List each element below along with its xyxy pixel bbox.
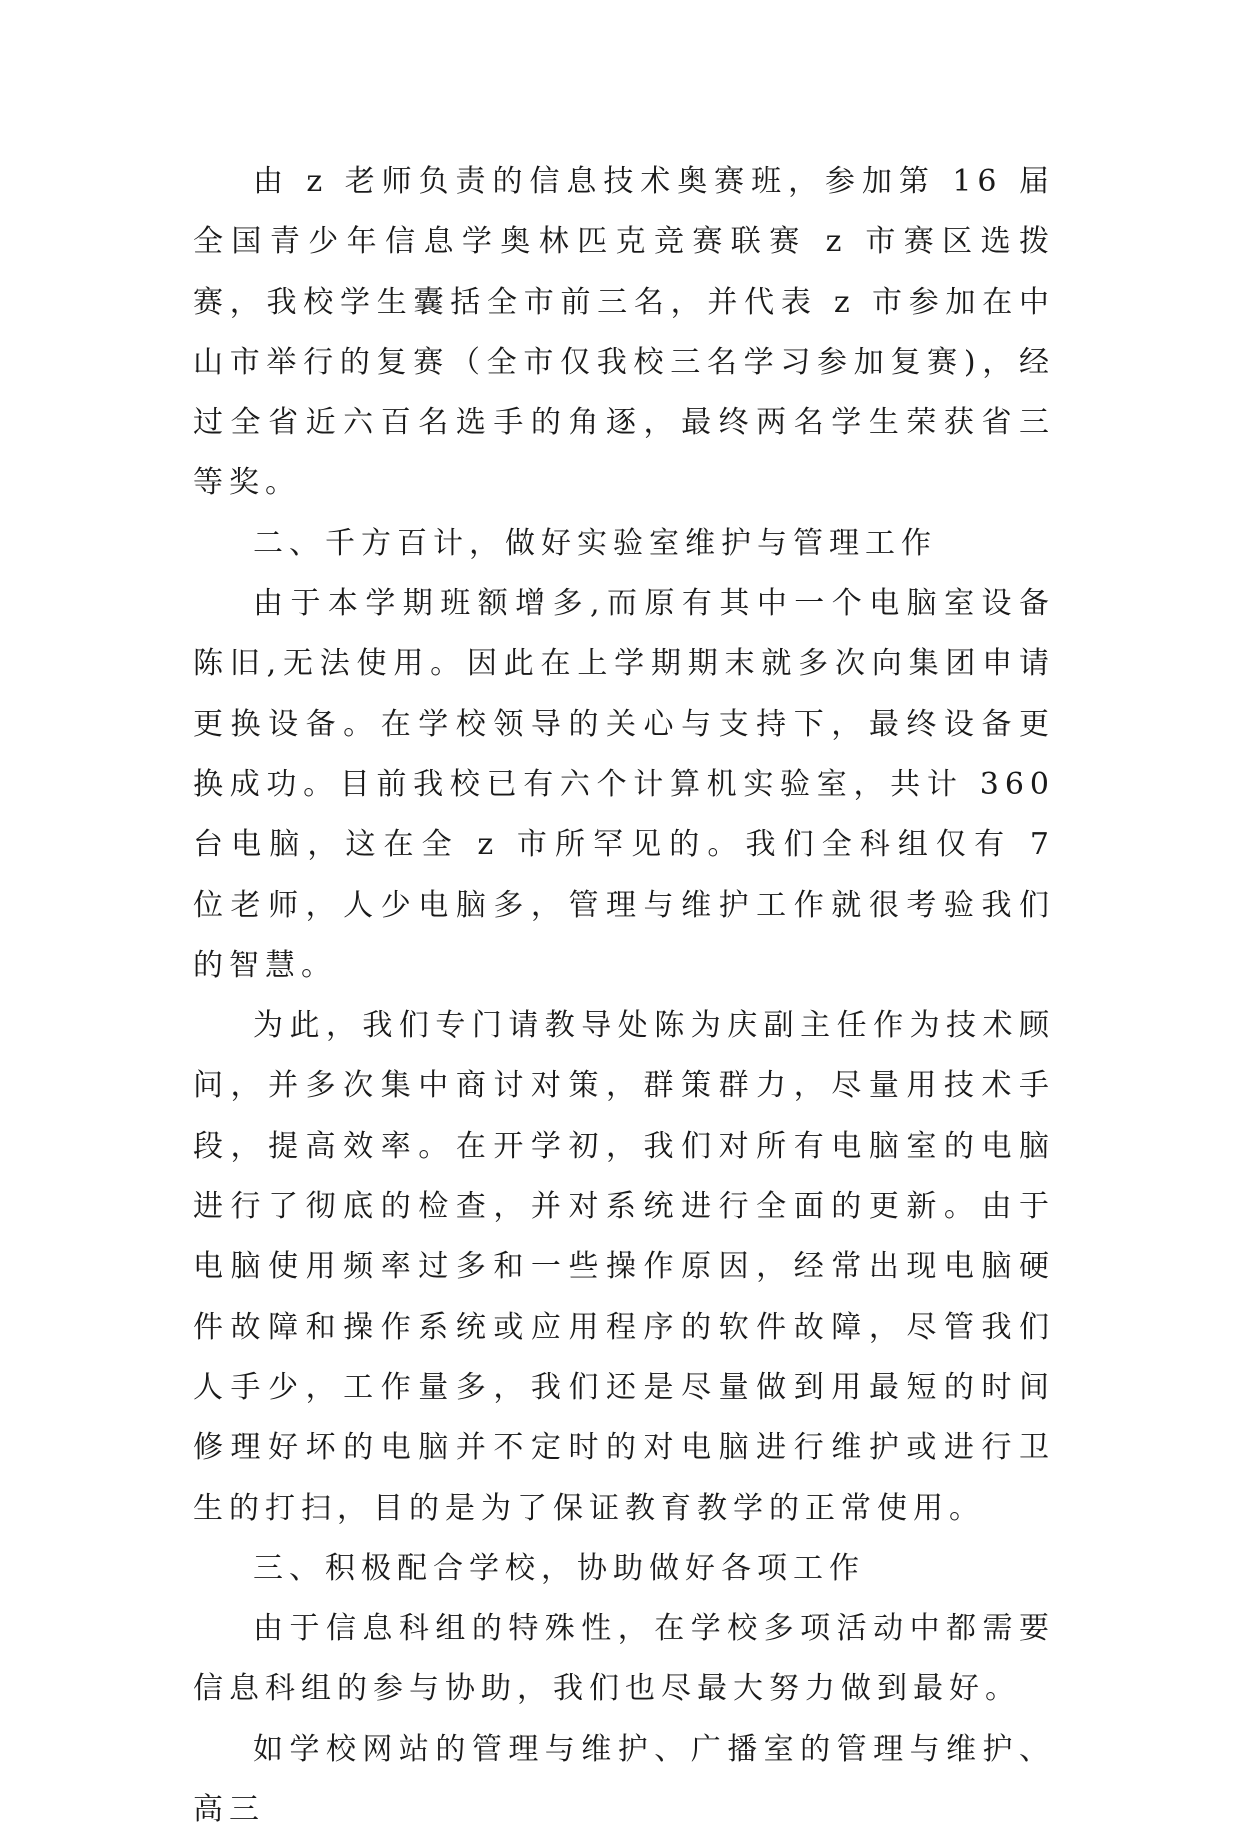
paragraph-maintenance-measures: 为此，我们专门请教导处陈为庆副主任作为技术顾问，并多次集中商讨对策，群策群力，尽量用技术手段，提高效率。在开学初，我们对所有电脑室的电脑进行了彻底的检查，并对系统进行全面的更新。由于电脑使用频率过多和一些操作原因，经常出现电脑硬件故障和操作系统或应用程序的软件故障，尽管我们人手少，工作量多，我们还是尽量做到用最短的时间修理好坏的电脑并不定时的对电脑进行维护或进行卫生的打扫，目的是为了保证教育教学的正常使用。 xyxy=(193,1008,1055,1526)
paragraph-equipment-replacement: 由于本学期班额增多,而原有其中一个电脑室设备陈旧,无法使用。因此在上学期期末就多次向集团申请更换设备。在学校领导的关心与支持下，最终设备更换成功。目前我校已有六个计算机实验室，共计 360 台电脑，这在全 z 市所罕见的。我们全科组仅有 7 位老师，人少电脑多，管理与维护工作就很考验我们的智慧。 xyxy=(193,586,1055,983)
section-heading-lab-maintenance: 二、千方百计，做好实验室维护与管理工作 xyxy=(253,525,937,561)
paragraph-olympiad-results: 由 z 老师负责的信息技术奥赛班，参加第 16 届全国青少年信息学奥林匹克竞赛联赛 z 市赛区选拨赛，我校学生囊括全市前三名，并代表 z 市参加在中山市举行的复赛（全市仅我校三名学习参加复赛)，经过全省近六百名选手的角逐，最终两名学生荣获省三等奖。 xyxy=(193,164,1055,501)
document-body xyxy=(193,152,1055,1840)
paragraph-website-broadcast: 如学校网站的管理与维护、广播室的管理与维护、高三 xyxy=(193,1731,1055,1828)
paragraph-group-participation: 由于信息科组的特殊性，在学校多项活动中都需要信息科组的参与协助，我们也尽最大努力做到最好。 xyxy=(193,1611,1055,1707)
section-heading-school-cooperation: 三、积极配合学校，协助做好各项工作 xyxy=(253,1550,865,1586)
